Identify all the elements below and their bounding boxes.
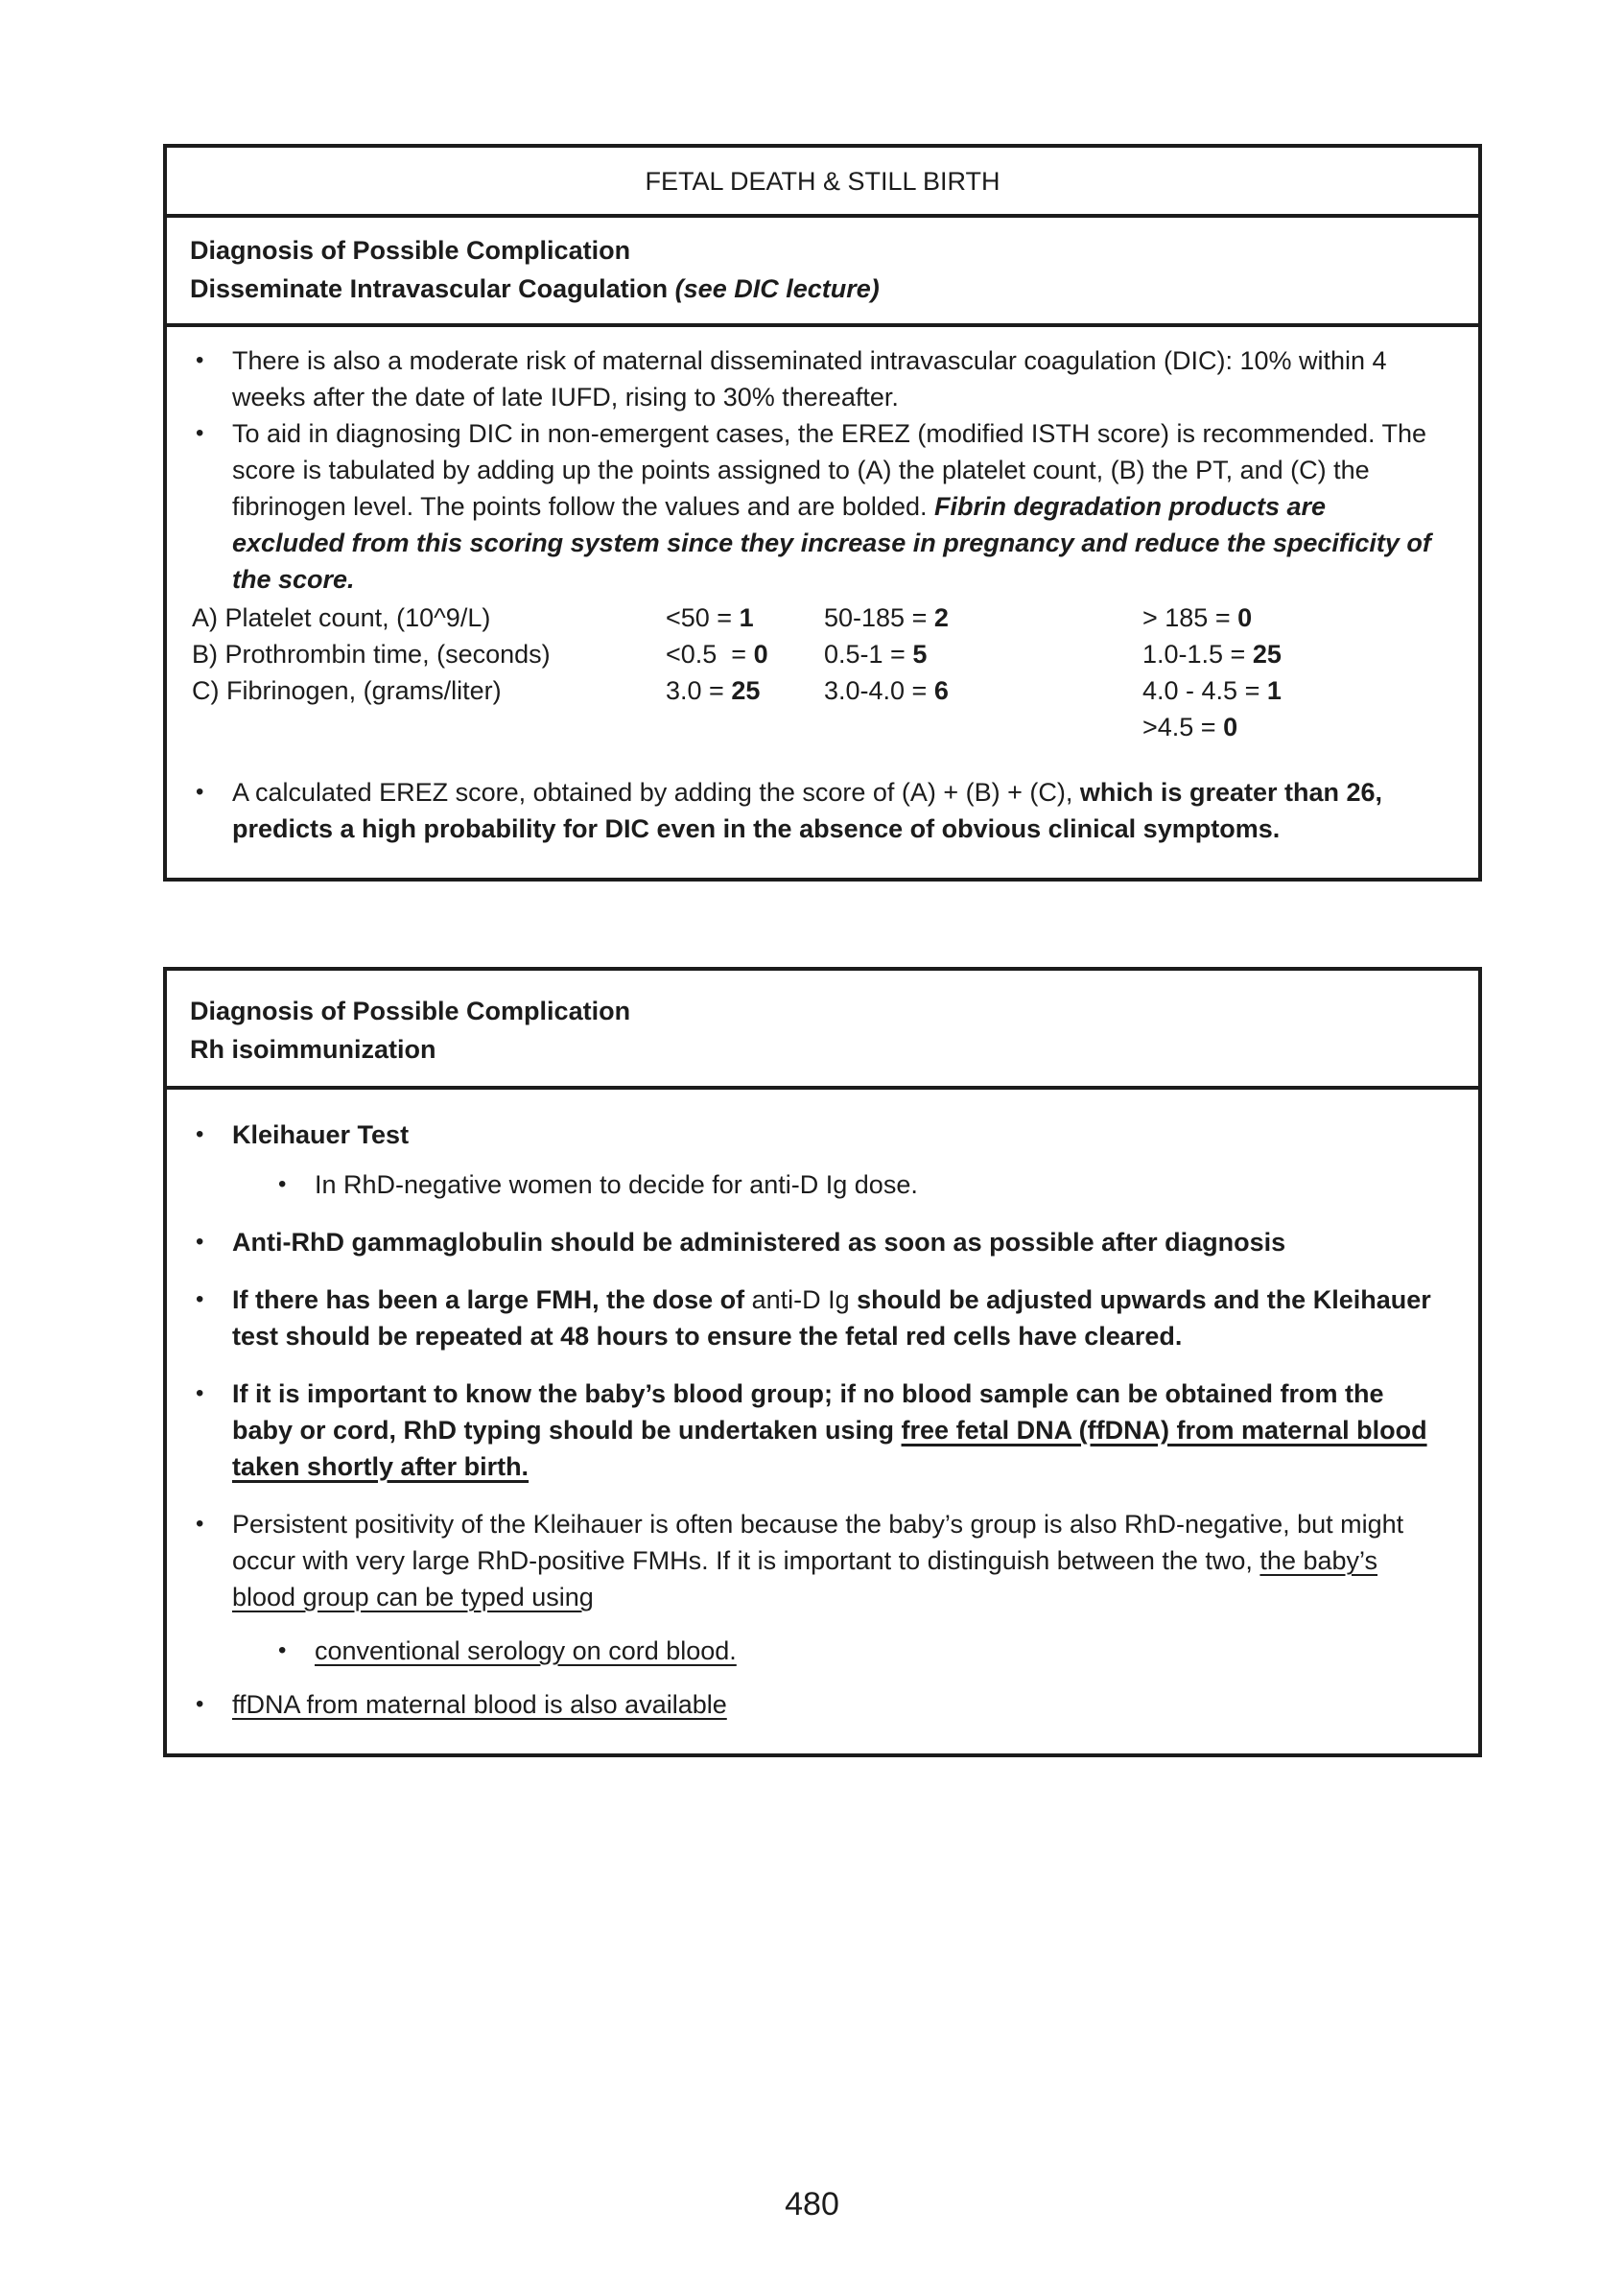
bullet-text: ffDNA from maternal blood is also available	[232, 1690, 727, 1719]
bullet-marker: •	[196, 1121, 204, 1147]
score-label: C) Fibrinogen, (grams/liter)	[192, 676, 502, 705]
bullet-rhd-negative	[274, 1166, 1438, 1203]
erez-score-table	[192, 600, 1438, 745]
page-number: 480	[785, 2186, 839, 2222]
score-cell	[824, 709, 1142, 745]
dic-body	[167, 327, 1478, 878]
bullet-marker: •	[196, 779, 204, 805]
score-cell: 3.0-4.0 = 6	[824, 676, 949, 705]
bullet-text: There is also a moderate risk of maternal disseminated intravascular coagulation (DIC): 10% within 4 weeks after the date of late IUFD, rising to 30% thereafter.	[232, 346, 1387, 412]
bullet-text: In RhD-negative women to decide for anti-D Ig dose.	[315, 1170, 918, 1199]
bullet-large-fmh	[192, 1282, 1438, 1354]
score-cell: >4.5 = 0	[1142, 713, 1238, 741]
rh-header-line1: Diagnosis of Possible Complication	[190, 997, 631, 1025]
bullet-baby-blood-group	[192, 1376, 1438, 1485]
score-cell: 1.0-1.5 = 25	[1142, 640, 1282, 669]
bullet-marker: •	[278, 1637, 287, 1663]
score-label	[192, 709, 666, 745]
bullet-conventional-serology	[274, 1633, 1438, 1669]
score-cell: 3.0 = 25	[666, 676, 761, 705]
bullet-dic-risk	[192, 342, 1438, 415]
bullet-text: Persistent positivity of the Kleihauer is often because the baby’s group is also RhD-negative, but might occur with very large RhD-positive FMHs. If it is important to distinguish between the two, the baby’s blood group can be typed using	[232, 1510, 1404, 1611]
bullet-kleihauer-test	[192, 1117, 1438, 1153]
bullet-marker: •	[196, 420, 204, 446]
score-cell: <50 = 1	[666, 603, 754, 632]
score-cell	[666, 709, 824, 745]
bullet-text: conventional serology on cord blood.	[315, 1636, 737, 1665]
score-label: A) Platelet count, (10^9/L)	[192, 603, 491, 632]
bullet-text: If there has been a large FMH, the dose of anti-D Ig should be adjusted upwards and the Kleihauer test should be repeated at 48 hours to ensure the fetal red cells have cleared.	[232, 1285, 1431, 1351]
rh-header-line2: Rh isoimmunization	[190, 1035, 436, 1064]
dic-complication-header	[167, 218, 1478, 327]
bullet-ffdna-available	[192, 1686, 1438, 1723]
dic-header-line1: Diagnosis of Possible Complication	[190, 236, 631, 265]
bullet-marker: •	[278, 1171, 287, 1197]
bullet-marker: •	[196, 1380, 204, 1406]
bullet-persistent-positivity	[192, 1506, 1438, 1615]
bullet-anti-rhd	[192, 1224, 1438, 1260]
bullet-text: A calculated EREZ score, obtained by adding the score of (A) + (B) + (C), which is greater than 26, predicts a high probability for DIC even in the absence of obvious clinical symptoms.	[232, 778, 1383, 843]
score-cell: <0.5 = 0	[666, 640, 768, 669]
bullet-text: Kleihauer Test	[232, 1120, 410, 1149]
score-cell: > 185 = 0	[1142, 603, 1253, 632]
score-row-fibrinogen	[192, 672, 1438, 709]
bullet-marker: •	[196, 1691, 204, 1717]
score-cell: 0.5-1 = 5	[824, 640, 928, 669]
score-row-prothrombin	[192, 636, 1438, 672]
bullet-text: Anti-RhD gammaglobulin should be administered as soon as possible after diagnosis	[232, 1228, 1286, 1257]
bullet-text: If it is important to know the baby’s blood group; if no blood sample can be obtained from the baby or cord, RhD typing should be undertaken using free fetal DNA (ffDNA) from maternal blood taken shortly after birth.	[232, 1379, 1427, 1481]
bullet-text: To aid in diagnosing DIC in non-emergent cases, the EREZ (modified ISTH score) is recommended. The score is tabulated by adding up the points assigned to (A) the platelet count, (B) the PT, and (C) the fibrinogen level. The points follow the values and are bolded. Fibrin degradation products are excluded from this scoring system since they increase in pregnancy and reduce the specificity of the score.	[232, 419, 1431, 594]
score-row-fibrinogen-extra	[192, 709, 1438, 745]
section-title: FETAL DEATH & STILL BIRTH	[167, 148, 1478, 218]
bullet-marker: •	[196, 347, 204, 373]
score-cell: 4.0 - 4.5 = 1	[1142, 676, 1282, 705]
score-row-platelet	[192, 600, 1438, 636]
section-fetal-death-dic	[163, 144, 1482, 882]
score-cell: 50-185 = 2	[824, 603, 949, 632]
section-rh-isoimmunization	[163, 967, 1482, 1757]
bullet-erez-score	[192, 415, 1438, 598]
rh-complication-header	[167, 971, 1478, 1090]
bullet-marker: •	[196, 1286, 204, 1312]
bullet-marker: •	[196, 1229, 204, 1255]
dic-header-line2: Disseminate Intravascular Coagulation (see DIC lecture)	[190, 274, 880, 303]
rh-body	[167, 1090, 1478, 1753]
bullet-marker: •	[196, 1511, 204, 1537]
bullet-calculated-erez	[192, 774, 1438, 847]
score-label: B) Prothrombin time, (seconds)	[192, 640, 551, 669]
